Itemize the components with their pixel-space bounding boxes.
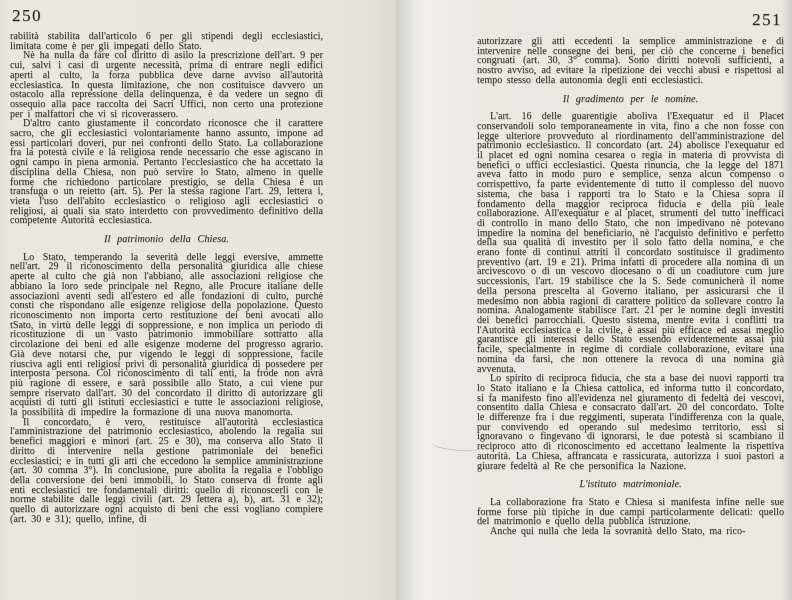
page-250 xyxy=(10,0,323,600)
page-251-body xyxy=(477,37,784,537)
paragraph: Lo Stato, temperando la severità delle leggi eversive, ammette nell'art. 29 il riconoscimento della personalità giuridica alle chiese aperte al culto che già non l'abbiano, alle associazioni religiose che abbiano la loro sede principale nel Regno, alle Procure italiane delle associazioni aventi sedi all'estero ed alle fondazioni di culto, purchè consti che rispondano alle esigenze religiose della popolazione. Questo riconoscimento non importa certo restituzione dei beni avocati allo tSato, in virtù delle leggi di soppressione, e non implica un periodo di ricostituzione di un vasto patrimonio immobiliare sottratto alla circolazione dei beni ed alle esigenze moderne del progresso agrario. Già deve notarsi che, pur vigendo le leggi di soppressione, facile riusciva agli enti religiosi privi di personalità giuridica di possedere per interposta persona. Col riconoscimento di tali enti, la frode non avrà più ragione di essere, e sarà possibile allo Stato, a cui viene pur sempre riservato dall'art. 30 del concordato il diritto di autorizzare gli acquisti di tutti gli istituti ecclesiastici e tutte le associazioni religiose, la possibilità di impedire la formazione di una nuova manomorta. xyxy=(10,251,323,419)
heading-istituto-matrimoniale: L'istituto matrimoniale. xyxy=(579,479,682,491)
page-gutter-shadow xyxy=(396,0,466,600)
heading-gradimento-per-le-nomine: Il gradimento per le nomine. xyxy=(562,93,699,105)
page-number-right: 251 xyxy=(752,10,782,29)
paragraph-continuation: rabilità stabilita dall'articolo 6 per gli stipendi degli ecclesiastici, limitata come è per gli impegati dello Stato. xyxy=(10,31,323,52)
paragraph: Anche qui nulla che leda la sovranità dello Stato, ma rico- xyxy=(490,526,746,538)
paragraph: Lo spirito di reciproca fiducia, che sta a base dei nuovi rapporti tra lo Stato italiano e la Chiesa cattolica, ed informa tutto il concordato, si fa manifesto fino all'evidenza nel giuramento di fedeltà dei vescovi, consentito dalla Chiesa e consacrato dall'art. 20 del concordato. Tolte le differenze fra i due reggimenti, superata l'indifferenza con la quale, pur convivendo ed operando sul medesimo territorio, essi si ignoravano o fingevano di ignorarsi, le due potestà si scambiano il reciproco atto di riconoscimento ed accettano lealmente la rispettiva autorità. La Chiesa, affrancata e rassicurata, autorizza i suoi pastori a giurare fedeltà al Re che personifica la Nazione. xyxy=(477,373,784,472)
paragraph: Nè ha nulla da fare col diritto di asilo la prescrizione dell'art. 9 per cui, salvi i casi di urgente necessità, prima di entrare negli edifici aperti al culto, la forza pubblica deve darne avviso all'autorità ecclesiastica. In questa limitazione, che non costituisce davvero un ostacolo alla repressione della delinquenza, è da vedere un segno di ossequio alla pace raccolta dei Sacri Uffici, non certo una protezione per i malfattori che vi si ricoverassero. xyxy=(10,50,323,120)
page-251 xyxy=(477,0,784,600)
page-250-body xyxy=(10,32,323,524)
paragraph: La collaborazione fra Stato e Chiesa si manifesta infine nelle sue forme forse più tipiche in due campi particolarmente delicati: quello del matrimonio e quello della pubblica istruzione. xyxy=(477,496,784,528)
paragraph: D'altro canto giustamente il concordato riconosce che il carattere sacro, che gli ecclesiastici volontariamente hanno assunto, impone ad essi particolari doveri, pur nei confronti dello Stato. La collaborazione fra la potestà civile e la religiosa rende necessario che esse agiscano in ogni campo in piena armonia. Pertanto l'ecclesiastico che ha accettato la disciplina della Chiesa, non può servire lo Stato, almeno in quelle forme che richiedono particolare prestigio, se della Chiesa è un transfuga o un reietto (art. 5). Per la stessa ragione l'art. 29, lettera i, vieta l'uso dell'abito ecclesiastico o religioso agli ecclesiastici o religiosi, ai quali sia stato interdetto con provvedimento definitivo della competente Autorità ecclesiastica. xyxy=(10,118,323,227)
paragraph: Il concordato, è vero, restituisce all'autorità ecclesiastica l'amministrazione del patrimonio ecclesiastico, abolendo la regalia sui benefici maggiori e minori (art. 25 e 30), ma conserva allo Stato il diritto di intervenire nella gestione patrimoniale dei benefici ecclesiastici; e in tutti gli atti che eccedono la semplice amministrazione (art. 30 comma 3°). In conclusione, pure abolita la regalia e l'obbligo della conversione dei beni immobili, lo Stato conserva di fronte agli enti ecclesiastici tre fondamentali diritti: quello di riconoscerli con le norme stabilite dalle leggi civili (art. 29 lettera a), b), art. 31 e 32); quello di autorizzare ogni acquisto di beni che essi vogliano compiere (art. 30 e 31); quello, infine, di xyxy=(10,416,323,525)
paragraph-continuation: autorizzare gli atti eccedenti la semplice amministrazione e di intervenire nelle consegne dei beni, per ciò che concerne i benefici congruati (art. 30, 3° comma). Sono diritti notevoli sufficienti, a nostro avviso, ad evitare la ripetizione dei vecchi abusi e rispettosi al tempo stesso della autonomia degli enti ecclesiastici. xyxy=(477,36,784,86)
heading-patrimonio-della-chiesa: Il patrimonio della Chiesa. xyxy=(104,234,229,246)
page-number-left: 250 xyxy=(12,6,42,25)
paragraph: L'art. 16 delle guarentigie aboliva l'Exequatur ed il Placet conservandoli solo temporaneamente in vita, fino a che non fosse con legge ulteriore provveduto al riordinamento dell'amministrazione del patrimonio ecclesiastico. Il concordato (art. 24) abolisce l'exequatur ed il placet ed ogni nomina cesarea o regia in materia di provvista di benefici o uffici ecclesiastici. Questa rinuncia, che la legge del 1871 aveva fatto in modo puro e semplice, senza alcun compenso o corrispettivo, fa parte evidentemente di tutto il complesso del nuovo sistema, che basa i rapporti tra lo Stato e la Chiesa sopra il fondamento della maggior reciproca fiducia e della più leale collaborazione. All'exequatur e al placet, strumenti del tutto inefficaci di controllo in mano dello Stato, che non impedivano nè potevano impedire la nomina del beneficiario, nè l'acquisto definitivo e perfetto della sua qualità di investito per il solo fatto della nomina, e che erano fonte di continui attriti il concordato sostituisce il gradimento preventivo (art. 19 e 21). Prima infatti di procedere alla nomina di un arcivescovo o di un vescovo diocesano o di un coadiutore cum jure successionis, l'art. 19 stabilisce che la S. Sede comunicherà il nome della persona prescelta al Governo italiano, per assicurarsi che il medesimo non abbia ragioni di carattere politico da sollevare contro la nomina. Analogamente stabilisce l'art. 21 per le nomine degli investiti dei benefici parrocchiali. Questo sistema, mentre evita i conflitti tra l'Autorità ecclesiastica e la civile, è assai più efficace ed assai meglio garantisce gli interessi dello Stato essendo evidentemente assai più facile, specialmente in regime di cordiale collaborazione, evitare una nomina da farsi, che non ottenere la revoca di una nomina già avvenuta. xyxy=(477,111,784,375)
